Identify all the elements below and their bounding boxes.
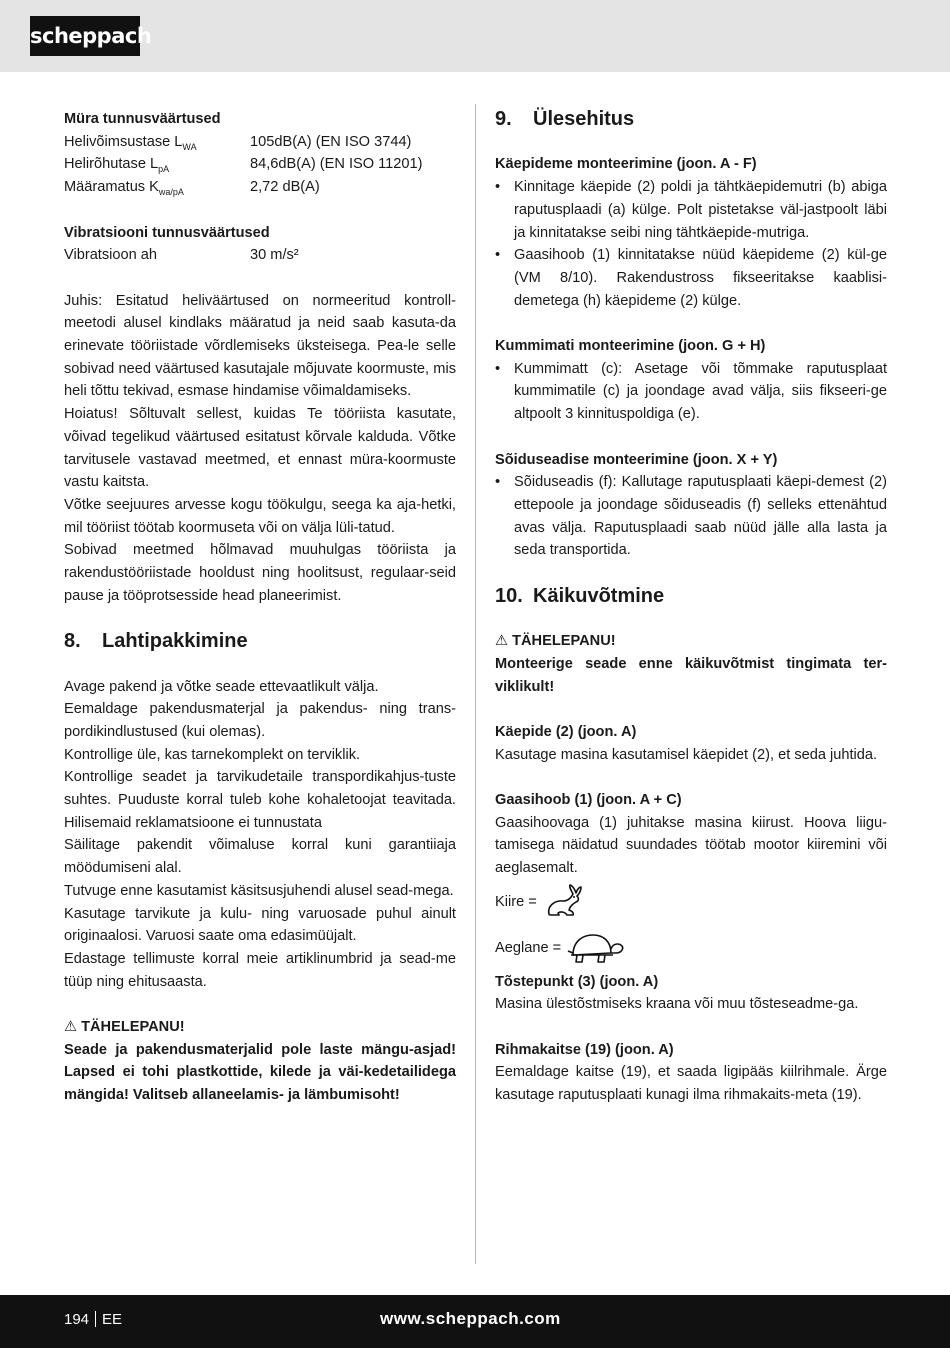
lift-point-text: Masina ülestõstmiseks kraana või muu tõsteseadme-ga. xyxy=(495,996,859,1013)
note-paragraph: Võtke seejuures arvesse kogu töökulgu, seega ka aja-hetki, mil tööriist töötab koormuseta või on välja lüli-tatud. xyxy=(64,496,456,536)
column-divider xyxy=(475,104,476,1264)
unpack-paragraph: Avage pakend ja võtke seade ettevaatlikult välja. xyxy=(64,678,379,695)
belt-guard-title: Rihmakaitse (19) (joon. A) xyxy=(495,1041,674,1058)
website-link[interactable]: www.scheppach.com xyxy=(380,1309,561,1328)
fast-speed-row: Kiire = xyxy=(495,880,887,925)
unpack-paragraph: Edastage tellimuste korral meie artiklinumbrid ja sead-me tüüp ning ehitusaasta. xyxy=(64,950,456,990)
unpack-paragraph: Tutvuge enne kasutamist käsitsusjuhendi alusel sead-mega. xyxy=(64,882,454,899)
right-column xyxy=(495,108,887,1107)
noise-value: 84,6dB(A) (EN ISO 11201) xyxy=(250,156,423,173)
transport-device-title: Sõiduseadise monteerimine (joon. X + Y) xyxy=(495,451,778,468)
noise-row: Helirõhutase $L_{pA}$ 84,6dB(A) (EN ISO 11201) xyxy=(64,153,456,176)
noise-row: Helivõimsustase $L_{WA}$ 105dB(A) (EN ISO 3744) xyxy=(64,131,456,154)
noise-row: Määramatus $K_{wa/pA}$ 2,72 dB(A) xyxy=(64,176,456,199)
throttle-text: Gaasihoovaga (1) juhitakse masina kiirust. Hoova liigu-tamisega näidatud suundades töötab mootor kiiremini või aeglasemalt. xyxy=(495,814,887,877)
section-10-heading: 10. Käikuvõtmine xyxy=(495,584,665,607)
belt-guard-text: Eemaldage kaitse (19), et saada ligipääs kiilrihmale. Ärge kasutage raputusplaati kunagi ilma rihmakaits-meta (19). xyxy=(495,1064,887,1104)
unpack-paragraph: Kontrollige üle, kas tarnekomplekt on terviklik. xyxy=(64,746,361,763)
vibration-title: Vibratsiooni tunnusväärtused xyxy=(64,224,270,241)
note-paragraph: Hoiatus! Sõltuvalt sellest, kuidas Te tööriista kasutate, võivad tegelikud väärtused esitatust kõrvale kalduda. Võtke tarvitusele vastavad meetmed, et ennast müra-koormuste vastu kaitsta. xyxy=(64,406,456,491)
warning-text: Seade ja pakendusmaterjalid pole laste mängu-asjad! Lapsed ei tohi plastkottide, kilede ja väi-kedetailidega mängida! Valitseb allaneelamis- ja lämbumisoht! xyxy=(64,1041,456,1104)
page-footer xyxy=(0,1295,950,1348)
page-header xyxy=(0,0,950,72)
section-8-heading: 8. Lahtipakkimine xyxy=(64,630,248,653)
noise-title: Müra tunnusväärtused xyxy=(64,111,221,127)
throttle-title: Gaasihoob (1) (joon. A + C) xyxy=(495,791,682,808)
note-paragraph: Sobivad meetmed hõlmavad muuhulgas tööriista ja rakendustööriistade hooldust ning hoolitsust, regulaar-seid pause ja tööprotsesside head planeerimist. xyxy=(64,542,456,604)
list-item: • Kummimatt (c): Asetage või tõmmake raputusplaat kummimatile (c) ja joondage avad välja, siis fikseeri-ge altpoolt 3 kinnituspoldiga (e). xyxy=(495,358,887,426)
list-item: • Sõiduseadis (f): Kallutage raputusplaati käepi-demest (2) ettepoole ja joondage sõiduseadis (f) selleks ettenähtud avas välja. Raputusplaadi saab nüüd jälle alla lasta ja seda transportida. xyxy=(495,471,887,562)
handle-text: Kasutage masina kasutamisel käepidet (2), et seda juhtida. xyxy=(495,746,878,763)
noise-value: 105dB(A) (EN ISO 3744) xyxy=(250,133,412,150)
list-item: • Kinnitage käepide (2) poldi ja tähtkäepidemutri (b) abiga raputusplaadi (a) külge. Polt pistetakse väl-jastpoolt läbi ja kinnitatakse seibi ning tähtkäepide-mutriga. xyxy=(495,176,887,244)
warning-triangle-icon: ⚠ xyxy=(495,633,509,650)
note-paragraph: Juhis: Esitatud heliväärtused on normeeritud kontroll-meetodi alusel kindlaks määratud ja neid saab kasuta-da erinevate tööriistade võrdlemiseks üksteisega. Pea-le selle sobivad need väärtused kasutajale mõjuvate koormuste, mis heli tõttu tekivad, esmase hindamise võimaldamiseks. xyxy=(64,292,456,400)
unpack-paragraph: Kontrollige seadet ja tarvikudetaile transpordikahjus-tuste suhtes. Puuduste korral tuleb kohe kohaletoojat teavitada. Hilisemaid reklamatsioone ei tunnustata xyxy=(64,769,456,831)
bullet-list xyxy=(495,471,887,562)
brand-logo: scheppach xyxy=(30,16,140,56)
warning-text: Monteerige seade enne käikuvõtmist tingimata ter-viklikult! xyxy=(495,655,887,695)
bullet-list xyxy=(495,358,887,426)
lift-point-title: Tõstepunkt (3) (joon. A) xyxy=(495,973,659,990)
list-item: • Gaasihoob (1) kinnitatakse nüüd käepideme (2) kül-ge (VM 8/10). Rakendustross fikseeritakse kaablisi-demetega (h) käepideme (2) külge. xyxy=(495,244,887,312)
unpack-paragraph: Kasutage tarvikute ja kulu- ning varuosade puhul ainult originaalosi. Varuosi saate oma edasimüüjalt. xyxy=(64,905,456,945)
warning-label: ⚠ TÄHELEPANU! xyxy=(64,1016,456,1039)
unpack-paragraph: Säilitage pakendit võimaluse korral kuni garantiiaja möödumiseni alal. xyxy=(64,837,456,877)
left-column xyxy=(64,108,456,1107)
noise-value: 2,72 dB(A) xyxy=(250,179,320,196)
turtle-icon xyxy=(567,931,625,965)
section-9-heading: 9. Ülesehitus xyxy=(495,108,635,130)
handle-title: Käepide (2) (joon. A) xyxy=(495,723,637,740)
unpack-paragraph: Eemaldage pakendusmaterjal ja pakendus- ning trans-pordikindlustused (kui olemas). xyxy=(64,701,456,740)
rubber-mat-title: Kummimati monteerimine (joon. G + H) xyxy=(495,338,766,354)
warning-label: ⚠ TÄHELEPANU! xyxy=(495,630,887,653)
handle-assembly-title: Käepideme monteerimine (joon. A - F) xyxy=(495,156,757,173)
bullet-list xyxy=(495,176,887,312)
warning-triangle-icon: ⚠ xyxy=(64,1019,78,1036)
slow-speed-row: Aeglane = xyxy=(495,925,887,970)
page-number: 194 EE xyxy=(64,1311,123,1328)
vibration-row: Vibratsioon ah 30 m/s² xyxy=(64,247,299,264)
rabbit-icon xyxy=(543,884,583,920)
